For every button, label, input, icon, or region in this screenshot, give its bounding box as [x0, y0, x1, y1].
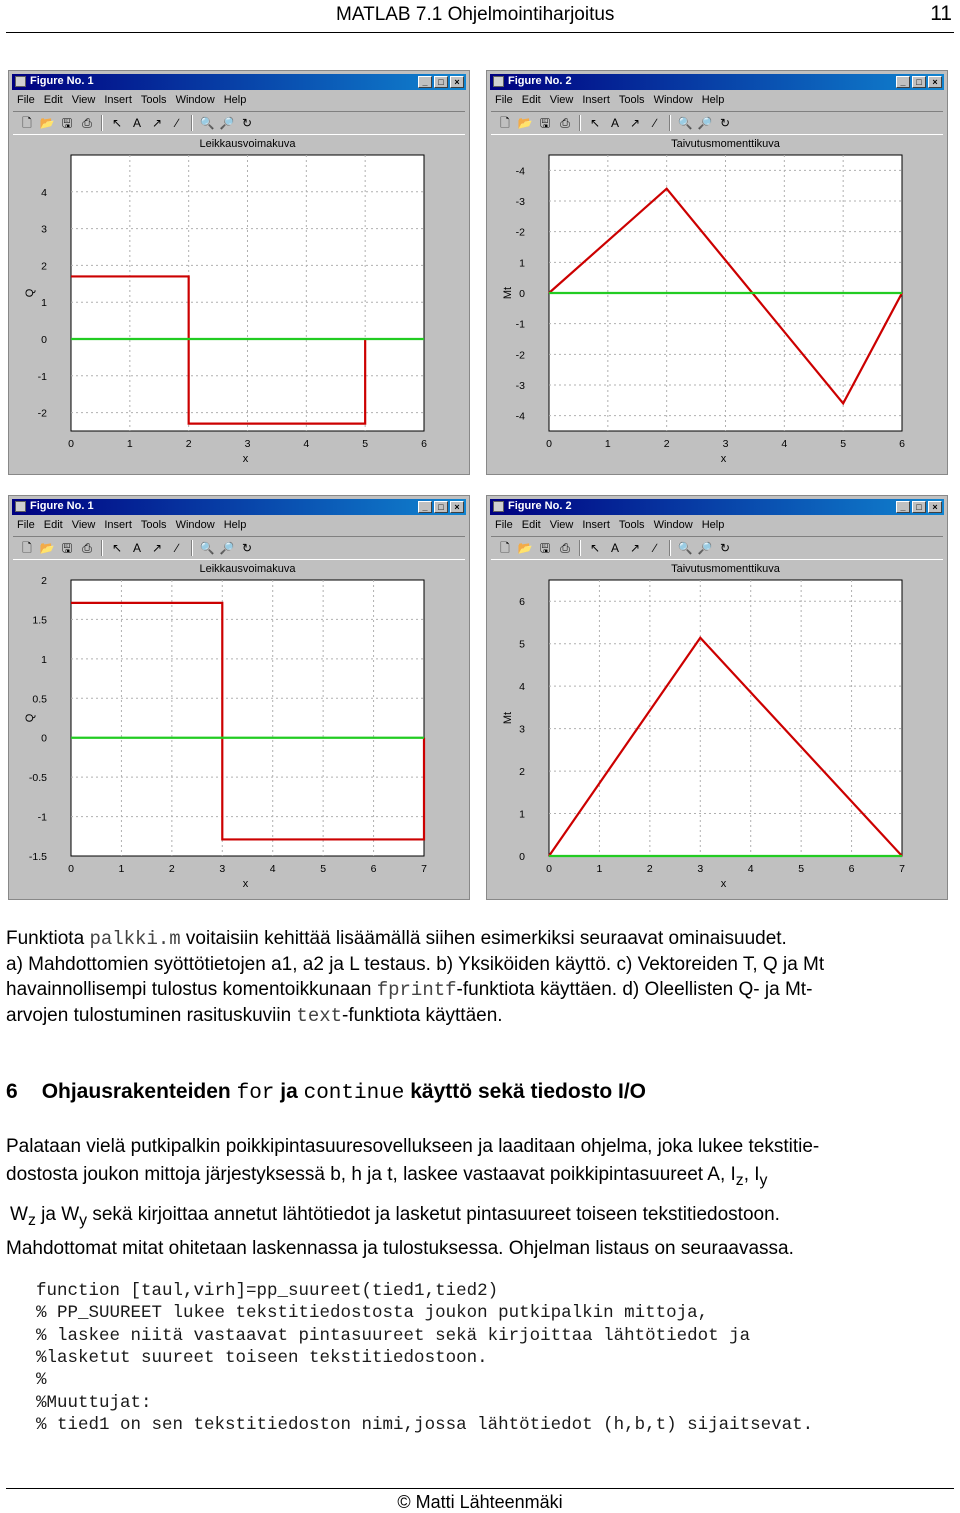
page-number: 11 — [930, 2, 952, 25]
p1-line-2: a) Mahdottomien syöttötietojen a1, a2 ja L testaus. b) Yksiköiden käyttö. c) Vektoreiden T, Q ja Mt — [6, 954, 825, 975]
close-button[interactable]: × — [928, 76, 942, 88]
menu-item-view[interactable]: View — [549, 94, 574, 106]
toolbar-separator — [191, 540, 193, 556]
x-tick-label: 7 — [421, 863, 427, 875]
zoom-out-icon[interactable]: 🔎 — [219, 116, 235, 130]
y-tick-label: 1 — [41, 297, 47, 310]
x-tick-label: 6 — [421, 438, 427, 450]
line-icon[interactable]: ∕ — [175, 541, 178, 555]
x-tick-label: 6 — [848, 863, 855, 875]
x-tick-label: 3 — [697, 863, 704, 875]
toolbar-separator — [101, 540, 103, 556]
menu-item-view[interactable]: View — [71, 519, 96, 531]
zoom-out-icon[interactable]: 🔎 — [697, 116, 713, 130]
window-titlebar[interactable] — [490, 499, 944, 515]
menu-item-window[interactable]: Window — [653, 519, 693, 531]
arrow-icon[interactable]: ↖ — [589, 116, 601, 130]
plot-area — [549, 580, 902, 856]
line-icon[interactable]: ∕ — [175, 116, 178, 130]
y-tick-label: -1 — [515, 318, 525, 331]
code-line: function [taul,virh]=pp_suureet(tied1,tied2) — [36, 1281, 499, 1301]
code-line: % — [36, 1370, 47, 1391]
p2-line-2: dostosta joukon mittoja järjestyksessä b, h ja t, laskee vastaavat poikkipintasuureet A, I — [6, 1164, 736, 1185]
close-button[interactable]: × — [928, 501, 942, 513]
y-axis-label: Mt — [502, 286, 514, 300]
p2-w-sub-z: z — [27, 1211, 36, 1229]
y-tick-label: 2 — [41, 575, 47, 587]
minimize-button[interactable]: _ — [418, 76, 432, 88]
page-header — [0, 2, 960, 30]
plot-area — [71, 580, 424, 856]
x-tick-label: 5 — [840, 438, 847, 450]
x-axis-label: x — [720, 878, 727, 890]
chart-title: Taivutusmomenttikuva — [671, 138, 780, 150]
x-tick-label: 4 — [781, 438, 788, 450]
toolbar-separator — [579, 115, 581, 131]
y-tick-label: 5 — [519, 638, 525, 651]
figure-window-2 — [486, 70, 948, 475]
x-tick-label: 1 — [126, 438, 133, 450]
y-tick-label: -1 — [37, 370, 47, 383]
p2-ja-w: ja W — [35, 1203, 80, 1225]
footer: © Matti Lähteenmäki — [397, 1492, 563, 1512]
figure-toolbar — [13, 111, 465, 135]
y-axis-label: Q — [24, 288, 36, 298]
print-icon[interactable]: ⎙ — [560, 541, 570, 555]
maximize-button[interactable]: □ — [912, 501, 926, 513]
menu-item-edit[interactable]: Edit — [521, 519, 541, 531]
y-tick-label: -1 — [37, 811, 47, 824]
header-title: MATLAB 7.1 Ohjelmointiharjoitus — [336, 4, 615, 25]
x-tick-label: 0 — [68, 863, 74, 875]
y-tick-label: 4 — [519, 681, 525, 694]
section-text-a: Ohjausrakenteiden — [41, 1080, 237, 1103]
y-tick-label: 0 — [519, 288, 525, 300]
chart — [487, 133, 947, 473]
x-tick-label: 1 — [596, 863, 603, 875]
minimize-button[interactable]: _ — [418, 501, 432, 513]
toolbar-separator — [579, 540, 581, 556]
x-tick-label: 6 — [899, 438, 905, 450]
window-titlebar[interactable] — [12, 74, 466, 90]
y-tick-label: 4 — [41, 186, 47, 199]
minimize-button[interactable]: _ — [896, 501, 910, 513]
menu-item-file[interactable]: File — [17, 94, 35, 106]
print-icon[interactable]: ⎙ — [82, 116, 92, 130]
y-tick-label: 2 — [519, 766, 525, 779]
open-icon[interactable]: 📂 — [39, 541, 55, 555]
y-tick-label: 6 — [519, 596, 525, 609]
menu-item-tools[interactable]: Tools — [140, 519, 167, 531]
x-tick-label: 3 — [219, 863, 226, 875]
x-tick-label: 3 — [244, 438, 251, 450]
x-tick-label: 2 — [646, 863, 653, 875]
new-file-icon[interactable]: 🗋 — [22, 116, 32, 130]
line-icon[interactable]: ∕ — [653, 541, 656, 555]
p2-comma-i: , I — [743, 1164, 760, 1185]
x-tick-label: 2 — [185, 438, 192, 450]
menu-item-edit[interactable]: Edit — [43, 94, 63, 106]
maximize-button[interactable]: □ — [434, 76, 448, 88]
maximize-button[interactable]: □ — [912, 76, 926, 88]
y-axis-label: Q — [24, 713, 36, 723]
x-tick-label: 1 — [604, 438, 611, 450]
section-code-continue: continue — [303, 1082, 405, 1105]
code-line: % PP_SUUREET lukee tekstitiedostosta joukon putkipalkin mittoja, — [36, 1303, 709, 1324]
x-tick-label: 6 — [370, 863, 377, 875]
arrow-tool-icon[interactable]: ↗ — [629, 116, 641, 130]
section-code-for: for — [236, 1082, 275, 1105]
window-titlebar[interactable] — [490, 74, 944, 90]
p1-code-palkki: palkki.m — [89, 928, 181, 950]
toolbar-separator — [669, 540, 671, 556]
chart — [9, 558, 469, 898]
code-line: %Muuttujat: — [36, 1392, 152, 1413]
open-icon[interactable]: 📂 — [39, 116, 55, 130]
open-icon[interactable]: 📂 — [517, 541, 533, 555]
menu-bar — [13, 517, 465, 533]
arrow-icon[interactable]: ↖ — [111, 116, 123, 130]
y-tick-label: 1.5 — [32, 614, 47, 627]
chart — [9, 133, 469, 473]
new-file-icon[interactable]: 🗋 — [22, 541, 32, 555]
open-icon[interactable]: 📂 — [517, 116, 533, 130]
text-icon[interactable]: A — [132, 541, 141, 555]
save-icon[interactable]: 🖫 — [61, 541, 73, 555]
text-icon[interactable]: A — [610, 541, 619, 555]
y-tick-label: 1 — [519, 257, 525, 270]
x-tick-label: 5 — [320, 863, 327, 875]
x-tick-label: 2 — [168, 863, 175, 875]
chart-title: Taivutusmomenttikuva — [671, 563, 780, 575]
menu-item-window[interactable]: Window — [653, 94, 693, 106]
x-axis-label: x — [720, 453, 727, 465]
y-tick-label: 0 — [41, 334, 47, 346]
footer-rule — [6, 1488, 954, 1489]
new-file-icon[interactable]: 🗋 — [500, 541, 510, 555]
close-button[interactable]: × — [450, 76, 464, 88]
menu-bar — [13, 92, 465, 108]
y-tick-label: -4 — [515, 165, 525, 178]
menu-bar — [491, 517, 943, 533]
y-tick-label: 3 — [519, 723, 525, 736]
rotate-icon[interactable]: ↻ — [719, 541, 731, 555]
p1-line-3b: -funktiota käyttäen. d) Oleellisten Q- ja Mt- — [456, 979, 813, 1000]
p2-sub-y: y — [759, 1171, 768, 1189]
figure-toolbar — [491, 536, 943, 560]
p2-w-sub-y: y — [79, 1211, 88, 1229]
y-tick-label: 0 — [41, 732, 47, 745]
save-icon[interactable]: 🖫 — [539, 541, 551, 555]
menu-item-file[interactable]: File — [495, 94, 513, 106]
window-title: Figure No. 2 — [508, 500, 572, 512]
menu-item-insert[interactable]: Insert — [104, 94, 132, 106]
p1-line-3a: havainnollisempi tulostus komentoikkunaan — [6, 979, 377, 1000]
window-title: Figure No. 1 — [30, 500, 94, 512]
matlab-window-icon — [493, 501, 504, 512]
y-tick-label: -2 — [515, 226, 525, 239]
window-title: Figure No. 2 — [508, 75, 572, 87]
save-icon[interactable]: 🖫 — [539, 116, 551, 130]
x-tick-label: 1 — [118, 863, 125, 875]
matlab-window-icon — [493, 76, 504, 87]
menu-item-insert[interactable]: Insert — [582, 519, 610, 531]
y-tick-label: 0 — [519, 851, 525, 863]
rotate-icon[interactable]: ↻ — [719, 116, 731, 130]
text-icon[interactable]: A — [610, 116, 619, 130]
y-tick-label: -2 — [515, 349, 525, 362]
section-text-b: ja — [274, 1080, 304, 1103]
figure-toolbar — [491, 111, 943, 135]
x-axis-label: x — [242, 878, 249, 890]
section-heading — [6, 1080, 646, 1105]
text-icon[interactable]: A — [132, 116, 141, 130]
toolbar-separator — [101, 115, 103, 131]
toolbar-separator — [669, 115, 671, 131]
p1-line-4a: arvojen tulostuminen rasituskuviin — [6, 1005, 297, 1026]
paragraph-1 — [6, 926, 954, 1029]
menu-item-help[interactable]: Help — [223, 519, 247, 531]
figure-window-1 — [8, 70, 470, 475]
menu-item-tools[interactable]: Tools — [618, 94, 645, 106]
save-icon[interactable]: 🖫 — [61, 116, 73, 130]
figure-window-3 — [8, 495, 470, 900]
y-tick-label: -4 — [515, 410, 525, 423]
chart-title: Leikkausvoimakuva — [199, 138, 296, 150]
close-button[interactable]: × — [450, 501, 464, 513]
menu-item-help[interactable]: Help — [701, 519, 725, 531]
y-tick-label: -3 — [515, 380, 525, 392]
chart — [487, 558, 947, 898]
x-tick-label: 5 — [798, 863, 805, 875]
y-tick-label: -1.5 — [28, 851, 47, 863]
window-title: Figure No. 1 — [30, 75, 94, 87]
header-rule — [6, 32, 954, 33]
chart-title: Leikkausvoimakuva — [199, 563, 296, 575]
x-tick-label: 4 — [269, 863, 276, 875]
y-tick-label: -0.5 — [28, 772, 47, 785]
maximize-button[interactable]: □ — [434, 501, 448, 513]
x-tick-label: 7 — [899, 863, 905, 875]
print-icon[interactable]: ⎙ — [560, 116, 570, 130]
p1-code-fprintf: fprintf — [376, 979, 457, 1001]
x-tick-label: 0 — [68, 438, 74, 450]
menu-item-file[interactable]: File — [17, 519, 35, 531]
menu-item-help[interactable]: Help — [701, 94, 725, 106]
zoom-in-icon[interactable]: 🔍 — [677, 116, 693, 130]
toolbar-separator — [191, 115, 193, 131]
p2-w: W — [10, 1203, 28, 1225]
y-tick-label: 3 — [41, 223, 47, 236]
zoom-in-icon[interactable]: 🔍 — [677, 541, 693, 555]
matlab-window-icon — [15, 501, 26, 512]
zoom-out-icon[interactable]: 🔎 — [219, 541, 235, 555]
x-tick-label: 3 — [722, 438, 729, 450]
arrow-icon[interactable]: ↖ — [111, 541, 123, 555]
arrow-tool-icon[interactable]: ↗ — [151, 116, 163, 130]
menu-item-view[interactable]: View — [71, 94, 96, 106]
p1-text-b: voitaisiin kehittää lisäämällä siihen esimerkiksi seuraavat ominaisuudet. — [180, 928, 787, 949]
x-tick-label: 0 — [546, 438, 552, 450]
menu-item-insert[interactable]: Insert — [582, 94, 610, 106]
arrow-tool-icon[interactable]: ↗ — [151, 541, 163, 555]
menu-item-edit[interactable]: Edit — [521, 94, 541, 106]
print-icon[interactable]: ⎙ — [82, 541, 92, 555]
p1-text-a: Funktiota — [6, 928, 90, 949]
zoom-out-icon[interactable]: 🔎 — [697, 541, 713, 555]
p2-line-3-rest: sekä kirjoittaa annetut lähtötiedot ja lasketut pintasuureet toiseen tekstitiedostoon. — [87, 1203, 780, 1225]
paragraph-2 — [6, 1133, 954, 1263]
x-tick-label: 4 — [303, 438, 310, 450]
p1-line-4b: -funktiota käyttäen. — [342, 1005, 503, 1026]
p2-line-4: Mahdottomat mitat ohitetaan laskennassa ja tulostuksessa. Ohjelman listaus on seuraavassa. — [6, 1237, 794, 1259]
code-line: % laskee niitä vastaavat pintasuureet sekä kirjoittaa lähtötiedot ja — [36, 1325, 751, 1346]
code-line: %lasketut suureet toiseen tekstitiedostoon. — [36, 1347, 488, 1368]
section-text-c: käyttö sekä tiedosto I/O — [404, 1080, 646, 1103]
zoom-in-icon[interactable]: 🔍 — [199, 541, 215, 555]
minimize-button[interactable]: _ — [896, 76, 910, 88]
arrow-tool-icon[interactable]: ↗ — [629, 541, 641, 555]
x-tick-label: 2 — [663, 438, 670, 450]
rotate-icon[interactable]: ↻ — [241, 116, 253, 130]
x-axis-label: x — [242, 453, 249, 465]
p2-line-1: Palataan vielä putkipalkin poikkipintasuuresovellukseen ja laaditaan ohjelma, joka lukee tekstitie- — [6, 1136, 820, 1157]
p1-code-text: text — [296, 1005, 343, 1027]
arrow-icon[interactable]: ↖ — [589, 541, 601, 555]
figure-window-4 — [486, 495, 948, 900]
rotate-icon[interactable]: ↻ — [241, 541, 253, 555]
y-tick-label: 2 — [41, 260, 47, 273]
menu-item-insert[interactable]: Insert — [104, 519, 132, 531]
section-number: 6 — [6, 1080, 18, 1103]
menu-item-edit[interactable]: Edit — [43, 519, 63, 531]
y-tick-label: 0.5 — [32, 693, 47, 706]
menu-item-help[interactable]: Help — [223, 94, 247, 106]
new-file-icon[interactable]: 🗋 — [500, 116, 510, 130]
x-tick-label: 4 — [747, 863, 754, 875]
window-titlebar[interactable] — [12, 499, 466, 515]
menu-item-tools[interactable]: Tools — [618, 519, 645, 531]
y-tick-label: 1 — [519, 808, 525, 821]
menu-bar — [491, 92, 943, 108]
line-icon[interactable]: ∕ — [653, 116, 656, 130]
menu-item-window[interactable]: Window — [175, 94, 215, 106]
menu-item-view[interactable]: View — [549, 519, 574, 531]
y-tick-label: 1 — [41, 653, 47, 666]
menu-item-window[interactable]: Window — [175, 519, 215, 531]
zoom-in-icon[interactable]: 🔍 — [199, 116, 215, 130]
matlab-window-icon — [15, 76, 26, 87]
x-tick-label: 0 — [546, 863, 552, 875]
y-tick-label: -2 — [37, 407, 47, 420]
y-tick-label: -3 — [515, 196, 525, 208]
y-axis-label: Mt — [502, 711, 514, 725]
code-line: % tied1 on sen tekstitiedoston nimi,jossa lähtötiedot (h,b,t) sijaitsevat. — [36, 1414, 814, 1435]
menu-item-tools[interactable]: Tools — [140, 94, 167, 106]
figure-toolbar — [13, 536, 465, 560]
menu-item-file[interactable]: File — [495, 519, 513, 531]
x-tick-label: 5 — [362, 438, 369, 450]
p2-sub-z: z — [735, 1171, 744, 1189]
